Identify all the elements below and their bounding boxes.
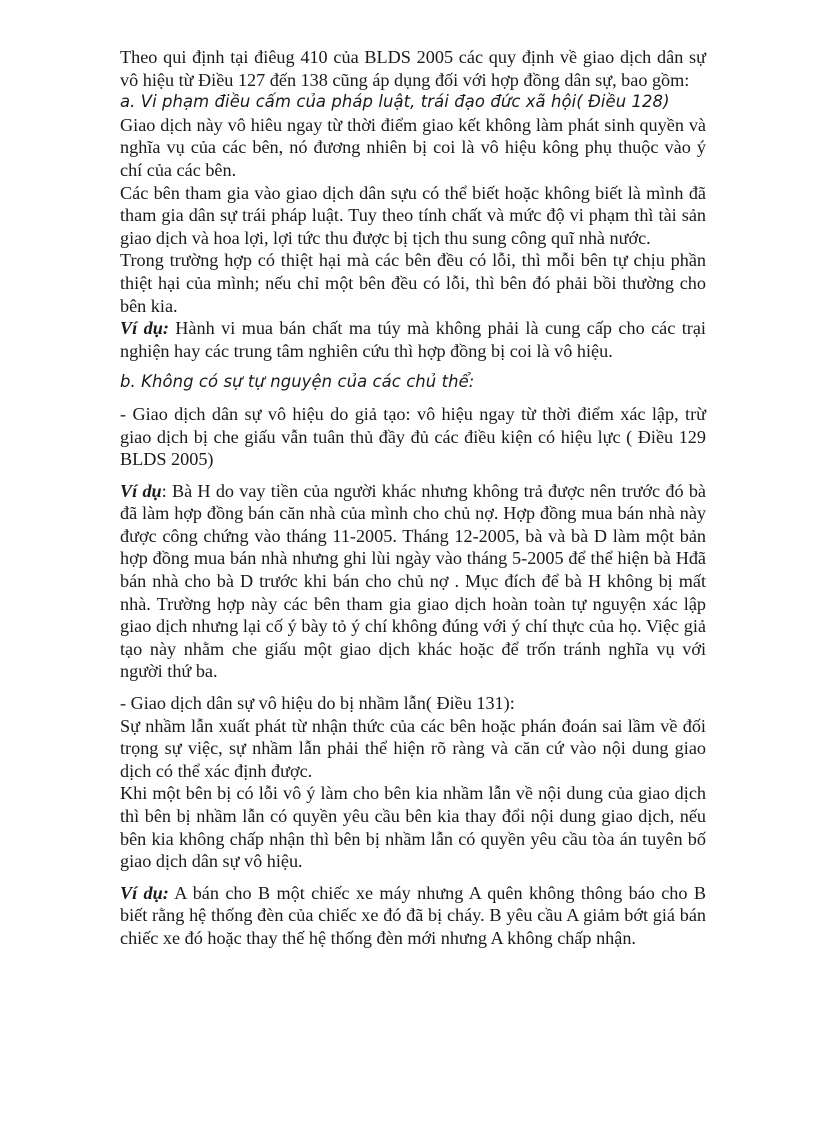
section-b-paragraph-4: Khi một bên bị có lỗi vô ý làm cho bên kia nhầm lẫn về nội dung của giao dịch thì bên bị nhầm lẫn có quyền yêu cầu bên kia thay đổi nội dung giao dịch, nếu bên kia không chấp nhận thì bên bị nhầm lẫn có quyền yêu cầu tòa án tuyên bố giao dịch dân sự vô hiệu. xyxy=(120,783,706,872)
section-b-paragraph-2: - Giao dịch dân sự vô hiệu do bị nhầm lẫn( Điều 131): xyxy=(120,693,515,714)
section-a-heading: a. Vi phạm điều cấm của pháp luật, trái đạo đức xã hội( Điều 128) xyxy=(120,92,670,112)
section-b-heading: b. Không có sự tự nguyện của các chủ thể: xyxy=(120,372,475,392)
example-3-text: A bán cho B một chiếc xe máy nhưng A quên không thông báo cho B biết rằng hệ thống đèn của chiếc xe đó đã bị cháy. B yêu cầu A giảm bớt giá bán chiếc xe đó hoặc thay thế hệ thống đèn mới nhưng A không chấp nhận. xyxy=(120,882,706,948)
intro-paragraph: Theo qui định tại điêug 410 của BLDS 2005 các quy định về giao dịch dân sự vô hiệu từ Điều 127 đến 138 cũng áp dụng đối với hợp đồng dân sự, bao gồm: xyxy=(120,47,706,90)
document-page xyxy=(120,46,706,950)
section-a-paragraph-2: Các bên tham gia vào giao dịch dân sựu có thể biết hoặc không biết là mình đã tham gia dân sự trái pháp luật. Tuy theo tính chất và mức độ vi phạm thì tài sản giao dịch và hoa lợi, lợi tức thu được bị tịch thu sung công quĩ nhà nước. xyxy=(120,182,706,248)
example-2-label: Ví dụ xyxy=(120,480,162,501)
example-3 xyxy=(120,882,706,950)
section-b-paragraph-3: Sự nhầm lẫn xuất phát từ nhận thức của các bên hoặc phán đoán sai lầm về đối trọng sự việc, sự nhầm lẫn phải thể hiện rõ ràng và căn cứ vào nội dung giao dịch có thể xác định được. xyxy=(120,715,706,781)
section-a-paragraph-1: Giao dịch này vô hiêu ngay từ thời điểm giao kết không làm phát sinh quyền và nghĩa vụ của các bên, nó đương nhiên bị coi là vô hiệu kông phụ thuộc vào ý chí của các bên. xyxy=(120,114,706,180)
example-2-text: : Bà H do vay tiền của người khác nhưng không trả được nên trước đó bà đã làm hợp đồng bán căn nhà của mình cho chủ nợ. Hợp đồng mua bán nhà này được công chứng vào tháng 11-2005. Tháng 12-2005, bà và bà D làm một bản hợp đồng mua bán nhà nhưng ghi lùi ngày vào tháng 5-2005 để thể hiện bà Hđã bán nhà cho bà D trước khi bán cho chủ nợ . Mục đích để bà H không bị mất nhà. Trường hợp này các bên tham gia giao dịch hoàn toàn tự nguyện xác lập giao dịch nhưng lại cố ý bày tỏ ý chí không đúng với ý chí thực của họ. Việc giả tạo này nhằm che giấu một giao dịch khác hoặc để trốn tránh nghĩa vụ với người thứ ba. xyxy=(120,480,706,682)
example-3-label: Ví dụ: xyxy=(120,882,169,903)
example-1-text: Hành vi mua bán chất ma túy mà không phải là cung cấp cho các trại nghiện hay các trung tâm nghiên cứu thì hợp đồng bị coi là vô hiệu. xyxy=(120,318,706,361)
example-1-label: Ví dụ: xyxy=(120,318,169,339)
section-a-paragraph-3: Trong trường hợp có thiệt hại mà các bên đều có lỗi, thì mỗi bên tự chịu phần thiệt hại của mình; nếu chỉ một bên đều có lỗi, thì bên đó phải bồi thường cho bên kia. xyxy=(120,250,706,316)
section-b-paragraph-1: - Giao dịch dân sự vô hiệu do giả tạo: vô hiệu ngay từ thời điểm xác lập, trừ giao dịch bị che giấu vẫn tuân thủ đầy đủ các điều kiện có hiệu lực ( Điều 129 BLDS 2005) xyxy=(120,403,706,470)
example-1 xyxy=(120,317,706,362)
example-2 xyxy=(120,480,706,683)
